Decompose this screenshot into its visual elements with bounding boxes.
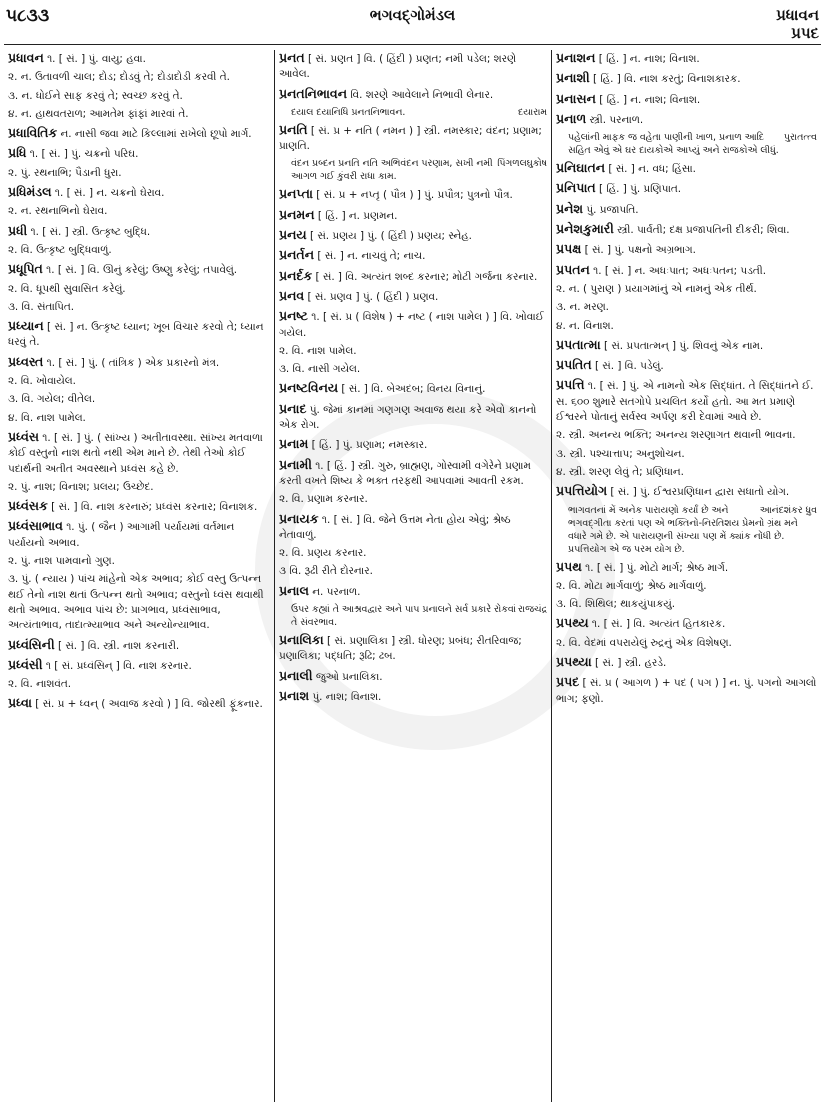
headword: પ્રનિપાત xyxy=(556,180,596,196)
headword: પ્રધ્વંસાભાવ xyxy=(8,518,63,534)
definition-text: [ સં. ] ન. નાચવું તે; નાચ. xyxy=(314,250,426,263)
quotation-source: પિંગળલઘુકોષ xyxy=(497,158,547,170)
headword: પ્રધ્વંસિની xyxy=(8,636,55,652)
sense-line xyxy=(8,392,270,407)
definition-text: [ સં. ] ન. ઉત્કૃષ્ટ ધ્યાન; ખૂબ વિચાર કરવો તે; ધ્યાન ધરવું તે. xyxy=(8,321,264,349)
headword: પ્રપત્તિ xyxy=(556,377,585,393)
definition-text: [ હિં. ] પું. પ્રણિપાત. xyxy=(595,183,682,196)
definition-text: ૪. ન. હાથવતરાળ; આમતેમ ફાંફાં મારવાં તે. xyxy=(8,107,189,120)
header-rule xyxy=(4,44,821,45)
dictionary-entry xyxy=(556,160,817,177)
definition-text: ૩ વિ. રૂઢી રીતે દોરનાર. xyxy=(279,565,373,578)
quotation-source: દયારામ xyxy=(518,106,547,118)
headword: પ્રપદ xyxy=(556,674,580,690)
dictionary-entry xyxy=(279,207,547,224)
headword: પ્રપતિત xyxy=(556,357,592,373)
dictionary-entry xyxy=(279,268,547,285)
quotation-text: દયાલ દયાનિધિ પ્રનતનિભાવન. xyxy=(291,106,406,118)
dictionary-entry xyxy=(279,308,547,341)
definition-text: [ સં. ] ન. વધ; હિંસા. xyxy=(605,163,696,176)
dictionary-entry xyxy=(8,429,270,477)
definition-text: [ સં. પ્ર ( આગળ ) + પદ ( પગ ) ] ન. પું. પગનો આગલો ભાગ; ફણો. xyxy=(556,677,817,705)
sense-line xyxy=(8,166,270,181)
headword: પ્રધ્વંસ xyxy=(8,428,39,444)
definition-text: ૨. વિ. પ્રણામ કરનાર. xyxy=(279,493,368,506)
dictionary-entry xyxy=(556,50,817,67)
definition-text: [ સં. પ્રણય ] પું. ( હિંદી ) પ્રણય; સ્નેહ. xyxy=(306,230,472,243)
sense-line xyxy=(8,677,270,692)
dictionary-entry xyxy=(8,261,270,278)
headword: પ્રનેશકુમારી xyxy=(556,221,614,237)
definition-text: ૧. [ સં. ] પું. ચક્રનો પરિઘ. xyxy=(26,148,139,161)
dictionary-entry xyxy=(279,583,547,600)
definition-text: ન. પરનાળ. xyxy=(308,585,361,598)
headword: પ્રનાશન xyxy=(556,50,596,65)
sense-line xyxy=(8,411,270,426)
dictionary-entry xyxy=(8,518,270,551)
headword: પ્રનવ xyxy=(279,287,305,303)
definition-text: ૧. [ સં. ] ન. ચક્રનો ઘેરાવ. xyxy=(51,187,165,200)
sense-line xyxy=(556,597,817,612)
definition-text: ૩. ન. મરણ. xyxy=(556,301,609,314)
dictionary-entry xyxy=(8,498,270,515)
definition-text: ૨. પું. રથનાભિ; પૈડાની ધુરા. xyxy=(8,166,122,179)
headword: પ્રનાલ xyxy=(279,582,309,598)
definition-text: સ્ત્રી. પાર્વતી; દક્ષ પ્રજાપતિની દીકરી; શિવા. xyxy=(613,224,790,237)
dictionary-entry xyxy=(279,457,547,490)
headword: પ્રપથ્યા xyxy=(556,654,592,670)
definition-text: [ સં. ] વિ. અત્યંત શબ્દ કરનાર; મોટી ગર્જના કરનાર. xyxy=(312,270,538,283)
headword: પ્રનાશ xyxy=(279,687,310,703)
definition-text: સ્ત્રી. પરનાળ. xyxy=(586,113,644,126)
definition-text: વિ. શરણે આવેલાને નિભાવી લેનાર. xyxy=(347,88,494,101)
headword: પ્રપથ્ય xyxy=(556,615,589,631)
dictionary-entry xyxy=(556,357,817,374)
headword: પ્રનષ્ટ xyxy=(279,308,308,324)
dictionary-entry xyxy=(8,125,270,142)
definition-text: ૧ [ સં. પ્રધ્વંસિન્ ] વિ. નાશ કરનાર. xyxy=(42,659,192,672)
definition-text: ૨. વિ. ઉત્કૃષ્ટ બુદ્ધિવાળું. xyxy=(8,243,112,256)
definition-text: [ સં. ] વિ. બેઅદબ; વિનય વિનાનું. xyxy=(338,383,486,396)
dictionary-entry xyxy=(279,436,547,453)
headword: પ્રનાશી xyxy=(556,70,590,86)
guide-word-last: પ્રપદ xyxy=(791,24,819,42)
headword: પ્રનતિ xyxy=(279,121,308,137)
definition-text: ૨. વિ. નાશ પામેલ. xyxy=(279,344,357,357)
headword: પ્રનાળ xyxy=(556,110,587,126)
sense-line xyxy=(8,70,270,85)
definition-text: [ સં. ] વિ. સ્ત્રી. નાશ કરનારી. xyxy=(54,639,180,652)
definition-text: [ સં. પ્રપતાત્મન્ ] પું. શિવનું એક નામ. xyxy=(600,339,764,352)
quotation-text: ઉપર કહ્યાં તે આશ્રવદ્વાર અને પાપ પ્રનાલને સર્વ પ્રકારે રોકવાં તે સંવરભાવ. xyxy=(291,604,516,629)
column-2 xyxy=(275,50,552,1102)
definition-text: ૧. [ સં. ] પું. ( તાંત્રિક ) એક પ્રકારનો મંત્ર. xyxy=(43,356,220,369)
definition-text: ૩. પું. ( ન્યાય ) પાંચ માંહેનો એક અભાવ; કોઈ વસ્તુ ઉત્પન્ન થઈ તેનો નાશ થતાં ઉત્પન્ન થતો અભાવ; વસ્તુનો ધ્વંસ થવાથી થતો અભાવ. અભાવ પાંચ છે: પ્રાગભાવ, પ્રધ્વંસાભાવ, અત્યંતાભાવ, તાદાત્મ્યાભાવ અને અન્યોન્યાભાવ. xyxy=(8,573,264,632)
dictionary-entry xyxy=(8,184,270,201)
definition-text: ૧. [ સં. ] પું. વાયુ; હવા. xyxy=(43,53,146,65)
headword: પ્રપતન xyxy=(556,261,590,277)
dictionary-entry xyxy=(556,221,817,238)
headword: પ્રધૂપિત xyxy=(8,261,43,277)
headword: પ્રપત્તિયોગ xyxy=(556,483,608,499)
definition-text: ૨. પું. નાશ પામવાનો ગુણ. xyxy=(8,555,115,568)
definition-text: [ હિં. ] ન. નાશ; વિનાશ. xyxy=(595,53,700,65)
definition-text: ૩. વિ. સંતાપિત. xyxy=(8,300,75,313)
definition-text: ૧. [ સં. ] વિ. જેને ઉત્તમ નેતા હોય એવું; શ્રેષ્ઠ નેતાવાળું. xyxy=(279,513,511,541)
definition-text: ૧. [ સં. ] વિ. ઊનું કરેલું; ઉષ્ણુ કરેલું; તપાવેલું. xyxy=(42,264,238,277)
quotation-text: પહેલાંની માફક જ વહેતા પાણીની ખાળ, પ્રનાળ આદિ સહિત એવું એ ઘર દાયકોએ આપ્યું અને રાજકોએ લીધું. xyxy=(568,132,779,157)
dictionary-entry xyxy=(279,186,547,203)
guide-words xyxy=(776,6,819,42)
quotation xyxy=(556,504,817,556)
dictionary-entry xyxy=(8,637,270,654)
definition-text: [ સં. પ્રણત ] વિ. ( હિંદી ) પ્રણત; નમી પડેલ; શરણે આવેલ. xyxy=(279,53,517,81)
sense-line xyxy=(556,465,817,480)
dictionary-entry xyxy=(279,86,547,103)
definition-text: [ સં. પ્રણાલિકા ] સ્ત્રી. ધોરણ; પ્રબંધ; રીતરિવાજ; પ્રણાલિકા; પદ્ધતિ; રૂઢિ; ઢબ. xyxy=(279,635,522,663)
dictionary-entry xyxy=(8,318,270,351)
sense-line xyxy=(279,546,547,561)
definition-text: [ હિં. ] વિ. નાશ કરતું; વિનાશકારક. xyxy=(589,73,741,86)
sense-line xyxy=(556,579,817,594)
headword: પ્રધાવિતિક xyxy=(8,125,58,141)
sense-line xyxy=(556,636,817,651)
headword: પ્રનય xyxy=(279,227,307,243)
dictionary-entry xyxy=(556,674,817,707)
dictionary-entry xyxy=(279,688,547,705)
definition-text: ૧. [ સં. ] વિ. અત્યંત હિતકારક. xyxy=(588,618,726,631)
headword: પ્રનાસન xyxy=(556,90,596,106)
dictionary-entry xyxy=(556,262,817,279)
definition-text: ૨. વિ. ધૂપથી સુવાસિત કરેલું. xyxy=(8,282,126,295)
headword: પ્રધાવન xyxy=(8,50,44,65)
definition-text: [ સં. પ્ર + ધ્વન્ ( અવાજ કરવો ) ] વિ. જોરથી ફૂંકનાર. xyxy=(31,698,263,711)
sense-line xyxy=(279,344,547,359)
dictionary-entry xyxy=(8,50,270,67)
dictionary-entry xyxy=(556,241,817,258)
headword: પ્રપક્ષ xyxy=(556,241,582,257)
headword: પ્રધ્વા xyxy=(8,695,32,711)
definition-text: [ સં. પ્રણવ ] પું. ( હિંદી ) પ્રણવ. xyxy=(304,290,439,303)
quotation xyxy=(279,603,547,629)
headword: પ્રનામી xyxy=(279,456,312,472)
definition-text: ૪. ન. વિનાશ. xyxy=(556,319,614,332)
definition-text: ૧. [ સં. ] ન. અધઃપાત; અધઃપતન; પડતી. xyxy=(589,264,767,277)
definition-text: ૧. [ સં. ] પું. મોટો માર્ગ; શ્રેષ્ઠ માર્ગ. xyxy=(581,561,729,574)
sense-line xyxy=(8,572,270,633)
dictionary-entry xyxy=(279,632,547,665)
dictionary-entry xyxy=(279,247,547,264)
dictionary-entry xyxy=(556,201,817,218)
dictionary-entry xyxy=(556,377,817,425)
guide-word-first: પ્રધાવન xyxy=(776,6,819,24)
definition-text: ૩. ન. ધોઈને સાફ કરવું તે; સ્વચ્છ કરવું તે. xyxy=(8,89,183,102)
definition-text: ૩. વિ. ગયેલ; વીતેલ. xyxy=(8,393,96,406)
headword: પ્રનાદ xyxy=(279,400,307,416)
sense-line xyxy=(8,243,270,258)
page-header xyxy=(0,0,825,48)
dictionary-entry xyxy=(279,401,547,434)
definition-text: ૨. વિ. વેદમાં વપરાયેલું રુદ્રનું એક વિશેષણ. xyxy=(556,636,732,649)
dictionary-entry xyxy=(279,50,547,83)
quotation-source: આનંદશંકર ધ્રુવ xyxy=(759,504,817,516)
definition-text: [ સં. પ્ર + નપ્તૃ ( પૌત્ર ) ] પું. પ્રપૌત્ર; પુત્રનો પૌત્ર. xyxy=(313,189,513,202)
definition-text: [ સં. ] પું. ઈશ્વરપ્રણિધાન દ્વારા સધાતો યોગ. xyxy=(607,486,790,499)
definition-text: ૧. [ હિં. ] સ્ત્રી. ગુરુ, બ્રાહ્મણ, ગોસ્વામી વગેરેને પ્રણામ કરતી વખતે શિષ્ય કે ભક્ત તરફથી આપવામાં આવતી રકમ. xyxy=(279,459,531,487)
headword: પ્રનાલિકા xyxy=(279,632,324,648)
quotation-source: પુરાતત્ત્વ xyxy=(783,132,817,144)
definition-text: ૩. વિ. નાસી ગયેલ. xyxy=(279,363,361,376)
definition-text: ૨. ન. રથનાભિનો ઘેરાવ. xyxy=(8,205,108,218)
definition-text: [ સં. પ્ર + નતિ ( નમન ) ] સ્ત્રી. નમસ્કાર; વંદન; પ્રણામ; પ્રાણતિ. xyxy=(279,124,542,153)
definition-text: ૩. સ્ત્રી. પશ્ચાત્તાપ; અનુશોચન. xyxy=(556,447,685,460)
headword: પ્રનતનિભાવન xyxy=(279,85,348,101)
sense-line xyxy=(279,362,547,377)
headword: પ્રનર્દક xyxy=(279,267,313,283)
column-3 xyxy=(552,50,821,1102)
dictionary-columns xyxy=(4,50,821,1102)
headword: પ્રનષ્ટવિનય xyxy=(279,380,339,396)
headword: પ્રનિઘાતન xyxy=(556,160,606,176)
dictionary-entry xyxy=(556,70,817,87)
definition-text: ૨. વિ. નાશવંત. xyxy=(8,678,72,691)
definition-text: [ સં. ] પું. પક્ષનો અગ્રભાગ. xyxy=(581,244,696,257)
definition-text: [ હિં. ] પું. પ્રણામ; નમસ્કાર. xyxy=(308,439,428,452)
definition-text: ૪. વિ. નાશ પામેલ. xyxy=(8,411,86,424)
sense-line xyxy=(556,300,817,315)
quotation-text: વંદન પ્રબ્દન પ્રનતિ નતિ અભિવંદન પરણામ, સખી નમી આગળ ગઈ કુંવરી રાધા કામ. xyxy=(291,158,493,183)
headword: પ્રધિ xyxy=(8,145,27,161)
definition-text: પું. જેમાં કાનમાં ગણગણ અવાજ થયા કરે એવો કાનનો એક રોગ. xyxy=(279,403,537,432)
definition-text: ૧. પું. ( જૈન ) આગામી પર્યાયમાં વર્તમાન પર્યાયનો અભાવ. xyxy=(8,521,235,549)
dictionary-entry xyxy=(556,337,817,354)
dictionary-entry xyxy=(556,483,817,500)
column-1 xyxy=(4,50,275,1102)
dictionary-entry xyxy=(8,145,270,162)
dictionary-entry xyxy=(556,91,817,108)
headword: પ્રપથ xyxy=(556,558,582,574)
dictionary-entry xyxy=(279,668,547,685)
headword: પ્રનપ્તા xyxy=(279,186,313,202)
sense-line xyxy=(556,319,817,334)
quotation-text: ભાગવતનાં મેં અનેક પારાયણો કર્યાં છે અને ભગવદ્ગીતા કરતાં પણ એ ભક્તિનો-નિરતિશય પ્રેમનો ગ્રંથ મને વધારે ગમે છે. એ પારાયણની સંખ્યા પણ મેં ક્યાંક નોંધી છે. પ્રપત્તિયોગ એ જ પરમ યોગ છે. xyxy=(568,504,798,555)
sense-line xyxy=(8,554,270,569)
dictionary-entry xyxy=(279,288,547,305)
sense-line xyxy=(8,282,270,297)
sense-line xyxy=(8,374,270,389)
definition-text: ૨. ન. ( પુરાણ ) પ્રયાગમાંનું એ નામનું એક તીર્થ. xyxy=(556,282,757,295)
sense-line xyxy=(556,282,817,297)
page-number: ૫૮૩૩ xyxy=(6,6,50,26)
headword: પ્રધ્વસ્ત xyxy=(8,353,44,369)
definition-text: ન. નાસી જવા માટે કિલ્લામાં રાખેલો છૂપો માર્ગ. xyxy=(57,128,252,141)
headword: પ્રનાલી xyxy=(279,667,313,683)
dictionary-entry xyxy=(279,380,547,397)
headword: પ્રનર્તન xyxy=(279,247,315,263)
definition-text: [ સં. ] સ્ત્રી. હરડે. xyxy=(591,657,667,670)
headword: પ્રધ્વંસક xyxy=(8,498,48,514)
dictionary-entry xyxy=(556,615,817,632)
sense-line xyxy=(8,480,270,495)
dictionary-entry xyxy=(279,511,547,544)
definition-text: ૧. [ સં. ] પું. એ નામનો એક સિદ્ધાંત. તે સિદ્ધાંતને ઈ. સ. ૬૦૦ શુમારે સતગોપે પ્રચલિત કર્યો હતો. આ મત પ્રમાણે ઈશ્વરને પોતાનું સર્વસ્વ અર્પણ કરી દેવામાં આવે છે. xyxy=(556,380,814,424)
definition-text: ૨. વિ. પ્રણય કરનાર. xyxy=(279,547,367,560)
headword: પ્રધિમંડલ xyxy=(8,184,52,200)
sense-line xyxy=(556,428,817,443)
definition-text: [ હિં. ] ન. નાશ; વિનાશ. xyxy=(595,93,701,106)
definition-text: ૪. સ્ત્રી. શરણ લેવું તે; પ્રણિધાન. xyxy=(556,465,684,478)
sense-line xyxy=(556,447,817,462)
sense-line xyxy=(8,204,270,219)
definition-text: ૨. સ્ત્રી. અનન્ય ભક્તિ; અનન્ય શરણાગત થવાની ભાવના. xyxy=(556,429,796,442)
headword: પ્રનત xyxy=(279,50,305,65)
quotation xyxy=(279,106,547,119)
dictionary-entry xyxy=(556,559,817,576)
sense-line xyxy=(8,107,270,122)
sense-line xyxy=(279,564,547,579)
quotation xyxy=(556,131,817,157)
dictionary-entry xyxy=(8,354,270,371)
headword: પ્રનમન xyxy=(279,206,315,222)
quotation-source: રાજચંદ્ર xyxy=(517,604,547,616)
headword: પ્રનેશ xyxy=(556,200,584,216)
sense-line xyxy=(8,300,270,315)
definition-text: જુઓ પ્રનાલિકા. xyxy=(312,670,383,683)
sense-line xyxy=(8,89,270,104)
dictionary-entry xyxy=(8,657,270,674)
quotation xyxy=(279,157,547,183)
definition-text: ૨. ન. ઉતાવળી ચાલ; દોડ; દોડવું તે; દોડાદોડી કરવી તે. xyxy=(8,71,230,84)
dictionary-entry xyxy=(8,695,270,712)
headword: પ્રનાયક xyxy=(279,510,319,526)
dictionary-entry xyxy=(556,111,817,128)
dictionary-entry xyxy=(556,654,817,671)
dictionary-entry xyxy=(279,227,547,244)
definition-text: [ સં. ] વિ. પડેલું. xyxy=(591,360,664,373)
definition-text: ૧. [ સં. પ્ર ( વિશેષ ) + નષ્ટ ( નાશ પામેલ ) ] વિ. ખોવાઈ ગયેલ. xyxy=(279,311,544,339)
definition-text: ૨. પું. નાશ; વિનાશ; પ્રલય; ઉચ્છેદ. xyxy=(8,480,154,493)
definition-text: ૧. [ સં. ] સ્ત્રી. ઉત્કૃષ્ટ બુદ્ધિ. xyxy=(27,225,151,238)
definition-text: ૧. [ સં. ] પું. ( સાંખ્ય ) અતીતાવસ્થા. સાંખ્ય મતવાળા કોઈ વસ્તુનો નાશ થતો નથી એમ માને છે. તેથી તેઓ કોઈ પદાર્થની અતીત અવસ્થાને પ્રધ્વંસ કહે છે. xyxy=(8,431,263,475)
dictionary-entry xyxy=(279,122,547,155)
sense-line xyxy=(279,492,547,507)
dictionary-entry xyxy=(556,180,817,197)
definition-text: ૨. વિ. ખોવાયેલ. xyxy=(8,375,76,388)
definition-text: [ હિં. ] ન. પ્રણમન. xyxy=(314,209,398,222)
headword: પ્રપતાત્મા xyxy=(556,336,601,352)
dictionary-entry xyxy=(8,223,270,240)
headword: પ્રધ્યાન xyxy=(8,318,44,334)
definition-text: ૩. વિ. શિથિલ; થાકયુંપાકયું. xyxy=(556,598,676,611)
headword: પ્રનામ xyxy=(279,436,309,452)
definition-text: ૨. વિ. મોટા માર્ગવાળું; શ્રેષ્ઠ માર્ગવાળું. xyxy=(556,579,707,592)
definition-text: પું. પ્રજાપતિ. xyxy=(583,203,639,216)
definition-text: [ સં. ] વિ. નાશ કરનારું; પ્રધ્વંસ કરનાર; વિનાશક. xyxy=(47,501,258,514)
page-title: ભગવદ્ગોમંડલ xyxy=(369,6,456,24)
headword: પ્રધ્વંસી xyxy=(8,656,43,672)
headword: પ્રધી xyxy=(8,222,28,238)
definition-text: પું. નાશ; વિનાશ. xyxy=(309,690,382,703)
